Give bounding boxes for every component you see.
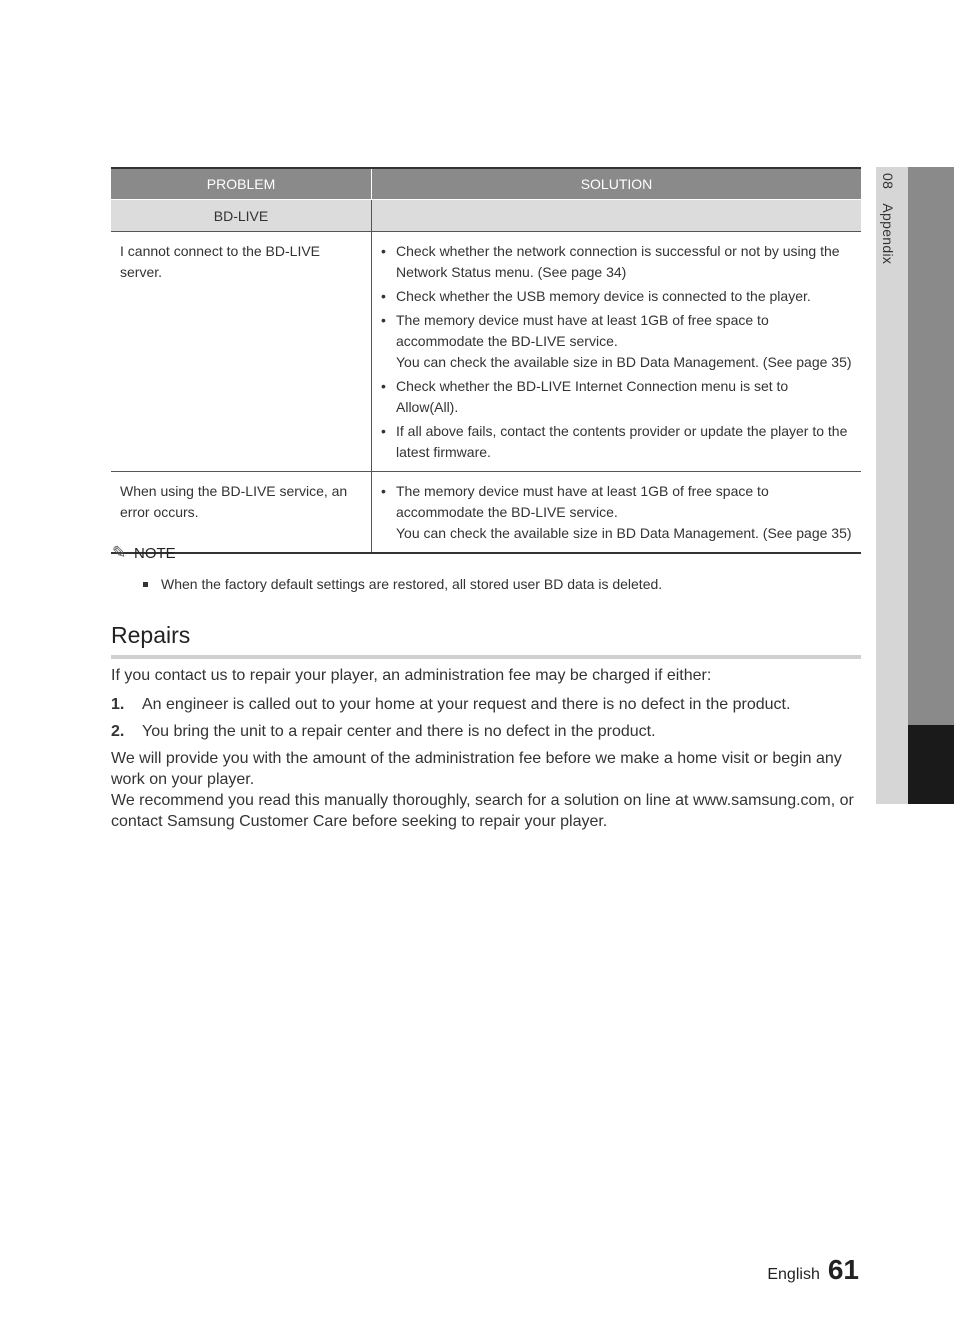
- category-empty-cell: [372, 200, 862, 232]
- solution-text-continued: You can check the available size in BD Data Management. (See page 35): [396, 525, 852, 541]
- problem-cell: When using the BD-LIVE service, an error occurs.: [111, 472, 372, 554]
- solution-text: The memory device must have at least 1GB of free space to accommodate the BD-LIVE service.: [396, 312, 769, 349]
- page-footer: [767, 1254, 859, 1286]
- solution-text: Check whether the USB memory device is connected to the player.: [396, 288, 811, 304]
- solution-item: [381, 310, 853, 373]
- section-heading-repairs: Repairs: [111, 622, 191, 648]
- solution-item: [381, 241, 853, 283]
- pencil-icon: ✎: [112, 543, 127, 562]
- troubleshooting-table: [111, 167, 861, 554]
- chapter-number: 08: [880, 173, 896, 190]
- list-number: 2.: [111, 723, 125, 740]
- solution-item: [381, 421, 853, 463]
- repairs-fee-paragraph: We will provide you with the amount of the administration fee before we make a home visit or begin any work on your player.: [111, 750, 842, 788]
- table-row: [111, 232, 861, 472]
- side-tab-label: [880, 173, 896, 264]
- solution-text: The memory device must have at least 1GB of free space to accommodate the BD-LIVE service.: [396, 483, 769, 520]
- side-tab-marker: [908, 725, 954, 804]
- solution-item: [381, 376, 853, 418]
- solution-cell: [372, 472, 862, 554]
- chapter-title: Appendix: [880, 203, 896, 265]
- problem-cell: I cannot connect to the BD-LIVE server.: [111, 232, 372, 472]
- solution-item: [381, 481, 853, 544]
- list-text: An engineer is called out to your home at your request and there is no defect in the product.: [142, 696, 791, 713]
- repairs-recommend-paragraph: We recommend you read this manually thoroughly, search for a solution on line at www.samsung.com, or contact Samsung Customer Care before seeking to repair your player.: [111, 792, 854, 830]
- square-bullet-icon: [143, 582, 148, 587]
- solution-text: Check whether the network connection is successful or not by using the Network Status menu. (See page 34): [396, 243, 840, 280]
- list-text: You bring the unit to a repair center and there is no defect in the product.: [142, 723, 656, 740]
- heading-divider: [111, 655, 861, 659]
- solution-item: [381, 286, 853, 307]
- numbered-list-item: [111, 721, 863, 742]
- solution-text: If all above fails, contact the contents provider or update the player to the latest firmware.: [396, 423, 848, 460]
- column-header-solution: SOLUTION: [372, 168, 862, 200]
- list-number: 1.: [111, 696, 125, 713]
- numbered-list-item: [111, 694, 863, 715]
- side-tab-dark-band: [908, 167, 954, 725]
- table-row: [111, 472, 861, 554]
- category-label: BD-LIVE: [111, 200, 372, 232]
- solution-text-continued: You can check the available size in BD Data Management. (See page 35): [396, 354, 852, 370]
- repairs-intro: If you contact us to repair your player, an administration fee may be charged if either:: [111, 667, 712, 684]
- solution-cell: [372, 232, 862, 472]
- footer-language: English: [767, 1266, 820, 1283]
- note-heading: [112, 543, 176, 563]
- solution-text: Check whether the BD-LIVE Internet Connection menu is set to Allow(All).: [396, 378, 789, 415]
- page-number: 61: [827, 1254, 859, 1285]
- note-item: [143, 576, 662, 592]
- note-title: NOTE: [134, 545, 176, 562]
- note-text: When the factory default settings are restored, all stored user BD data is deleted.: [161, 576, 663, 592]
- column-header-problem: PROBLEM: [111, 168, 372, 200]
